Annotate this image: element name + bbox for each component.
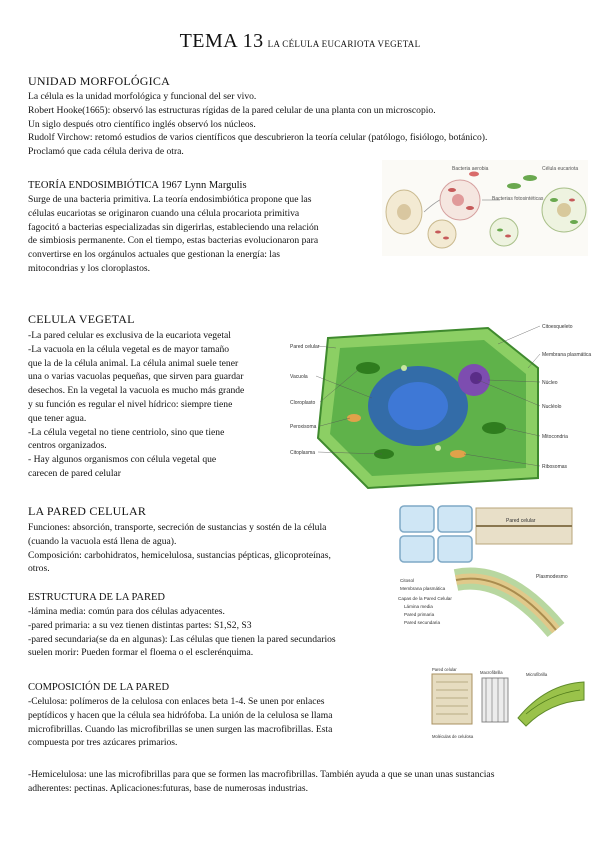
text-line: -Celulosa: polímeros de la celulosa con enlaces beta 1-4. Se unen por enlaces [28, 696, 325, 707]
text-line: convertirse en los orgánulos actuales que gestionan la energía: las [28, 249, 280, 261]
figure-label: Macrofibrilla [480, 670, 503, 675]
text-line: carecen de pared celular [28, 467, 121, 479]
text-line: -pared secundaria(se da en algunas): Las células que tienen la pared secundarios [28, 633, 336, 645]
plant-cell-figure [288, 308, 592, 498]
text-line: Un siglo después otro científico inglés observó los núcleos. [28, 118, 256, 130]
text-line: -La vacuola en la célula vegetal es de mayor tamaño [28, 343, 230, 355]
figure-label: Ribosomas [542, 464, 568, 470]
section-heading: COMPOSICIÓN DE LA PARED [28, 682, 170, 693]
text-line: otros. [28, 563, 50, 575]
section-unidad-morfologica [28, 74, 588, 159]
section-text-hemicelulosa [28, 768, 588, 796]
section-composicion-pared [28, 682, 428, 750]
text-line: -Hemicelulosa: une las microfibrillas para que se formen las macrofibrillas. También ayuda a que se unan unas sustancias [28, 769, 495, 780]
text-line: compuesta por tres azúcares primarios. [28, 737, 178, 749]
text-line: desechos. En la vegetal la vacuola es mucho más grande [28, 385, 245, 397]
text-line: suelen morir: Pueden formar el floema o el esclerénquima. [28, 647, 254, 659]
figure-label: Citoplasma [290, 450, 316, 456]
text-line: - Hay algunos organismos con célula vegetal que [28, 454, 217, 466]
text-line: fagocitó a bacterias especializadas sin digerirlas, estableciendo una relación [28, 221, 319, 233]
figure-label: Pared celular [432, 667, 457, 672]
section-pared-celular [28, 504, 408, 576]
figure-label: Vacuola [290, 374, 308, 380]
figure-label: Cloroplasto [290, 400, 316, 406]
section-heading: ESTRUCTURA DE LA PARED [28, 592, 166, 603]
text-line: y su función es regular el nivel hídrico: siempre tiene [28, 398, 233, 410]
section-text [28, 521, 408, 576]
section-text [28, 329, 290, 481]
text-line: Composición: carbohidratos, hemicelulosa, sustancias pépticas, glicoproteínas, [28, 549, 331, 561]
text-line: Robert Hooke(1665): observó las estructuras rígidas de la pared celular de una planta con un microscopio. [28, 104, 436, 116]
text-line: Proclamó que cada célula deriva de otra. [28, 146, 184, 158]
text-line: Surge de una bacteria primitiva. La teoría endosimbiótica propone que las [28, 194, 312, 205]
text-line: peptídicos y hacen que la célula sea hidrófoba. La unión de la celulosa se llama [28, 709, 333, 721]
figure-label: Pared celular [290, 344, 320, 350]
figure-label: Pared primaria [404, 612, 435, 617]
figure-label: Pared secundaria [404, 620, 441, 625]
figure-label: Lámina media [404, 604, 433, 609]
text-line: que la de la célula animal. La célula animal suele tener [28, 357, 239, 369]
section-heading: UNIDAD MORFOLÓGICA [28, 74, 170, 88]
section-heading: CELULA VEGETAL [28, 312, 135, 326]
text-line: que tener agua. [28, 412, 87, 424]
text-line: una o varias vacuolas pequeñas, que sirven para guardar [28, 371, 244, 383]
page-title [0, 30, 600, 53]
figure-label: Pared celular [506, 518, 536, 524]
figure-label: Núcleo [542, 380, 558, 386]
text-line: Rudolf Virchow: retomó estudios de varios científicos que descubrieron la teoría celular (patólogo, fisiólogo, botánico). [28, 132, 488, 144]
text-line: -lámina media: común para dos células adyacentes. [28, 606, 225, 617]
figure-label: Bacteria aerobia [452, 166, 489, 172]
section-estructura-pared [28, 592, 408, 660]
section-text [28, 90, 588, 159]
section-text [28, 605, 408, 660]
figure-label: Membrana plasmática [542, 352, 592, 358]
title-sub: LA CÉLULA EUCARIOTA VEGETAL [267, 39, 421, 49]
section-celula-vegetal [28, 312, 290, 481]
section-heading: TEORÍA ENDOSIMBIÓTICA 1967 Lynn Margulis [28, 180, 247, 191]
text-line: centros organizados. [28, 440, 107, 452]
figure-label: Plasmodesmo [536, 574, 568, 580]
title-main: TEMA 13 [179, 30, 264, 52]
figure-label: Citoesqueleto [542, 324, 573, 330]
figure-label: Microfibrilla [526, 672, 548, 677]
section-text [28, 193, 378, 276]
figure-label: Nucléolo [542, 404, 562, 410]
figure-label: Moléculas de celulosa [432, 734, 474, 739]
text-line: microfibrillas. Cuando las microfibrillas se unen surgen las macrofibrillas. Esta [28, 723, 333, 735]
figure-label: Membrana plasmática [400, 586, 446, 591]
text-line: -pared primaria: a su vez tienen distintas partes: S1,S2, S3 [28, 619, 252, 631]
section-heading: LA PARED CELULAR [28, 504, 147, 518]
figure-label: Peroxisoma [290, 424, 317, 430]
text-line: -La célula vegetal no tiene centriolo, sino que tiene [28, 426, 225, 438]
text-line: adherentes: pectinas. Aplicaciones:futuras, base de numerosas industrias. [28, 782, 308, 794]
text-line: células eucariotas se originaron cuando una célula procariota primitiva [28, 207, 300, 219]
text-line: -La pared celular es exclusiva de la eucariota vegetal [28, 330, 231, 341]
figure-label: Citosol [400, 578, 415, 583]
text-line: de simbiosis permanente. Con el tiempo, estas bacterias evolucionaron para [28, 235, 319, 247]
text-line: La célula es la unidad morfológica y funcional del ser vivo. [28, 91, 257, 102]
figure-label: Célula eucariota [542, 166, 579, 172]
cellulose-figure [426, 664, 588, 748]
endosymbiosis-figure [382, 160, 588, 256]
text-line: mitocondrias y los cloroplastos. [28, 262, 151, 274]
figure-label: Bacterias fotosintéticas [492, 196, 544, 202]
text-line: Funciones: absorción, transporte, secreción de sustancias y sostén de la célula [28, 522, 327, 533]
cell-wall-figure [396, 500, 588, 640]
figure-label: Capas de la Pared Celular [398, 596, 452, 601]
figure-label: Mitocondria [542, 434, 568, 440]
section-teoria-endosimbiotica [28, 180, 378, 276]
section-text [28, 695, 428, 750]
text-line: (cuando la vacuola está llena de agua). [28, 535, 177, 547]
